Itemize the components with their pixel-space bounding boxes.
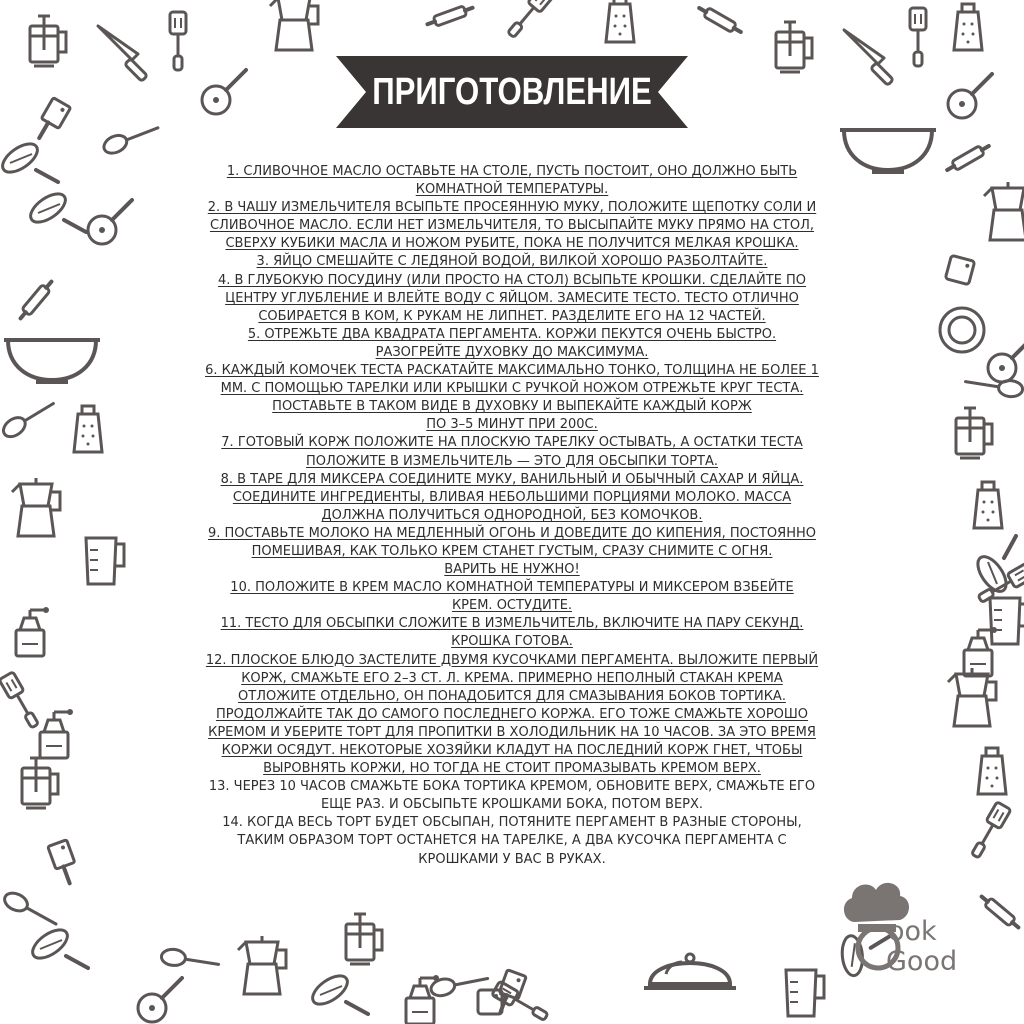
instruction-line: КРЕМОМ И УБЕРИТЕ ТОРТ ДЛЯ ПРОПИТКИ В ХОЛОДИЛЬНИК НА 10 ЧАСОВ. ЗА ЭТО ВРЕМЯ	[208, 724, 816, 740]
recipe-instructions	[150, 163, 874, 869]
instruction-line: ТАКИМ ОБРАЗОМ ТОРТ ОСТАНЕТСЯ НА ТАРЕЛКЕ, А ДВА КУСОЧКА ПЕРГАМЕНТА С	[237, 833, 787, 849]
instruction-line: 4. В ГЛУБОКУЮ ПОСУДИНУ (ИЛИ ПРОСТО НА СТОЛ) ВСЫПЬТЕ КРОШКИ. СДЕЛАЙТЕ ПО	[217, 272, 807, 288]
instruction-line: РАЗОГРЕЙТЕ ДУХОВКУ ДО МАКСИМУМА.	[375, 344, 649, 360]
instruction-line: ПРОДОЛЖАЙТЕ ТАК ДО САМОГО ПОСЛЕДНЕГО КОРЖА. ЕГО ТОЖЕ СМАЖЬТЕ ХОРОШО	[215, 706, 809, 722]
page-title: ПРИГОТОВЛЕНИЕ	[372, 70, 652, 113]
instruction-line: 5. ОТРЕЖЬТЕ ДВА КВАДРАТА ПЕРГАМЕНТА. КОРЖИ ПЕКУТСЯ ОЧЕНЬ БЫСТРО.	[247, 326, 777, 342]
instruction-line: 10. ПОЛОЖИТЕ В КРЕМ МАСЛО КОМНАТНОЙ ТЕМПЕРАТУРЫ И МИКСЕРОМ ВЗБЕЙТЕ	[230, 580, 794, 596]
instruction-line: ММ. С ПОМОЩЬЮ ТАРЕЛКИ ИЛИ КРЫШКИ С РУЧКОЙ НОЖОМ ОТРЕЖЬТЕ КРУГ ТЕСТА.	[220, 381, 804, 397]
instruction-line: 8. В ТАРЕ ДЛЯ МИКСЕРА СОЕДИНИТЕ МУКУ, ВАНИЛЬНЫЙ И ОБЫЧНЫЙ САХАР И ЯЙЦА.	[220, 471, 804, 487]
instruction-line: 6. КАЖДЫЙ КОМОЧЕК ТЕСТА РАСКАТАЙТЕ МАКСИМАЛЬНО ТОНКО, ТОЛЩИНА НЕ БОЛЕЕ 1	[205, 363, 819, 379]
instruction-line: КОРЖ, СМАЖЬТЕ ЕГО 2–3 СТ. Л. КРЕМА. ПРИМЕРНО НЕПОЛНЫЙ СТАКАН КРЕМА	[241, 670, 783, 686]
instruction-line: СВЕРХУ КУБИКИ МАСЛА И НОЖОМ РУБИТЕ, ПОКА НЕ ПОЛУЧИТСЯ МЕЛКАЯ КРОШКА.	[225, 236, 799, 252]
instruction-line: 1. СЛИВОЧНОЕ МАСЛО ОСТАВЬТЕ НА СТОЛЕ, ПУСТЬ ПОСТОИТ, ОНО ДОЛЖНО БЫТЬ	[226, 164, 798, 179]
instruction-line: ВЫРОВНЯТЬ КОРЖИ, НО ТОГДА НЕ СТОИТ ПРОМАЗЫВАТЬ КРЕМОМ ВЕРХ.	[263, 761, 761, 777]
instruction-line: КОМНАТНОЙ ТЕМПЕРАТУРЫ.	[415, 182, 609, 198]
instruction-line: ПОЛОЖИТЕ В ИЗМЕЛЬЧИТЕЛЬ — ЭТО ДЛЯ ОБСЫПКИ ТОРТА.	[305, 453, 719, 469]
instruction-line: 12. ПЛОСКОЕ БЛЮДО ЗАСТЕЛИТЕ ДВУМЯ КУСОЧКАМИ ПЕРГАМЕНТА. ВЫЛОЖИТЕ ПЕРВЫЙ	[205, 652, 819, 668]
instruction-line: СЛИВОЧНОЕ МАСЛО. ЕСЛИ НЕТ ИЗМЕЛЬЧИТЕЛЯ, ТО ВЫСЫПАЙТЕ МУКУ ПРЯМО НА СТОЛ,	[209, 218, 815, 234]
instruction-line: КРОШКАМИ У ВАС В РУКАХ.	[418, 851, 606, 867]
instruction-line: 11. ТЕСТО ДЛЯ ОБСЫПКИ СЛОЖИТЕ В ИЗМЕЛЬЧИТЕЛЬ, ВКЛЮЧИТЕ НА ПАРУ СЕКУНД.	[220, 616, 804, 632]
instruction-line: ЦЕНТРУ УГЛУБЛЕНИЕ И ВЛЕЙТЕ ВОДУ С ЯЙЦОМ. ЗАМЕСИТЕ ТЕСТО. ТЕСТО ОТЛИЧНО	[225, 290, 799, 306]
logo-word-good: Good	[886, 946, 958, 977]
instruction-line: СОЕДИНИТЕ ИНГРЕДИЕНТЫ, ВЛИВАЯ НЕБОЛЬШИМИ ПОРЦИЯМИ МОЛОКО. МАССА	[232, 489, 792, 505]
instruction-line: 7. ГОТОВЫЙ КОРЖ ПОЛОЖИТЕ НА ПЛОСКУЮ ТАРЕЛКУ ОСТЫВАТЬ, А ОСТАТКИ ТЕСТА	[221, 435, 803, 451]
instruction-line: КРЕМ. ОСТУДИТЕ.	[451, 598, 573, 614]
instruction-line: 14. КОГДА ВЕСЬ ТОРТ БУДЕТ ОБСЫПАН, ПОТЯНИТЕ ПЕРГАМЕНТ В РАЗНЫЕ СТОРОНЫ,	[222, 815, 802, 831]
instruction-line: 9. ПОСТАВЬТЕ МОЛОКО НА МЕДЛЕННЫЙ ОГОНЬ И ДОВЕДИТЕ ДО КИПЕНИЯ, ПОСТОЯННО	[208, 525, 816, 541]
instruction-line: СОБИРАЕТСЯ В КОМ, К РУКАМ НЕ ЛИПНЕТ. РАЗДЕЛИТЕ ЕГО НА 12 ЧАСТЕЙ.	[258, 308, 766, 324]
instruction-line: ПО 3–5 МИНУТ ПРИ 200С.	[426, 417, 598, 433]
instruction-line: ВАРИТЬ НЕ НУЖНО!	[444, 562, 580, 578]
instruction-line: 2. В ЧАШУ ИЗМЕЛЬЧИТЕЛЯ ВСЫПЬТЕ ПРОСЕЯННУЮ МУКУ, ПОЛОЖИТЕ ЩЕПОТКУ СОЛИ И	[207, 200, 817, 216]
instruction-line: ПОСТАВЬТЕ В ТАКОМ ВИДЕ В ДУХОВКУ И ВЫПЕКАЙТЕ КАЖДЫЙ КОРЖ	[272, 399, 752, 415]
instruction-line: 3. ЯЙЦО СМЕШАЙТЕ С ЛЕДЯНОЙ ВОДОЙ, ВИЛКОЙ ХОРОШО РАЗБОЛТАЙТЕ.	[256, 254, 768, 270]
title-banner	[336, 56, 688, 128]
instruction-line: КРОШКА ГОТОВА.	[451, 634, 573, 650]
instruction-line: ЕЩЕ РАЗ. И ОБСЫПЬТЕ КРОШКАМИ БОКА, ПОТОМ ВЕРХ.	[320, 797, 704, 813]
instruction-line: ОТЛОЖИТЕ ОТДЕЛЬНО, ОН ПОНАДОБИТСЯ ДЛЯ СМАЗЫВАНИЯ БОКОВ ТОРТИКА.	[238, 688, 786, 704]
instruction-line: ПОМЕШИВАЯ, КАК ТОЛЬКО КРЕМ СТАНЕТ ГУСТЫМ, СРАЗУ СНИМИТЕ С ОГНЯ.	[251, 543, 773, 559]
cookgood-logo	[836, 876, 966, 986]
instruction-line: 13. ЧЕРЕЗ 10 ЧАСОВ СМАЖЬТЕ БОКА ТОРТИКА КРЕМОМ, ОБНОВИТЕ ВЕРХ, СМАЖЬТЕ ЕГО	[208, 779, 816, 795]
logo-word-cook: ook	[888, 916, 937, 947]
instruction-line: ДОЛЖНА ПОЛУЧИТЬСЯ ОДНОРОДНОЙ, БЕЗ КОМОЧКОВ.	[321, 507, 703, 523]
instruction-line: КОРЖИ ОСЯДУТ. НЕКОТОРЫЕ ХОЗЯЙКИ КЛАДУТ НА ПОСЛЕДНИЙ КОРЖ ГНЕТ, ЧТОБЫ	[221, 743, 803, 758]
